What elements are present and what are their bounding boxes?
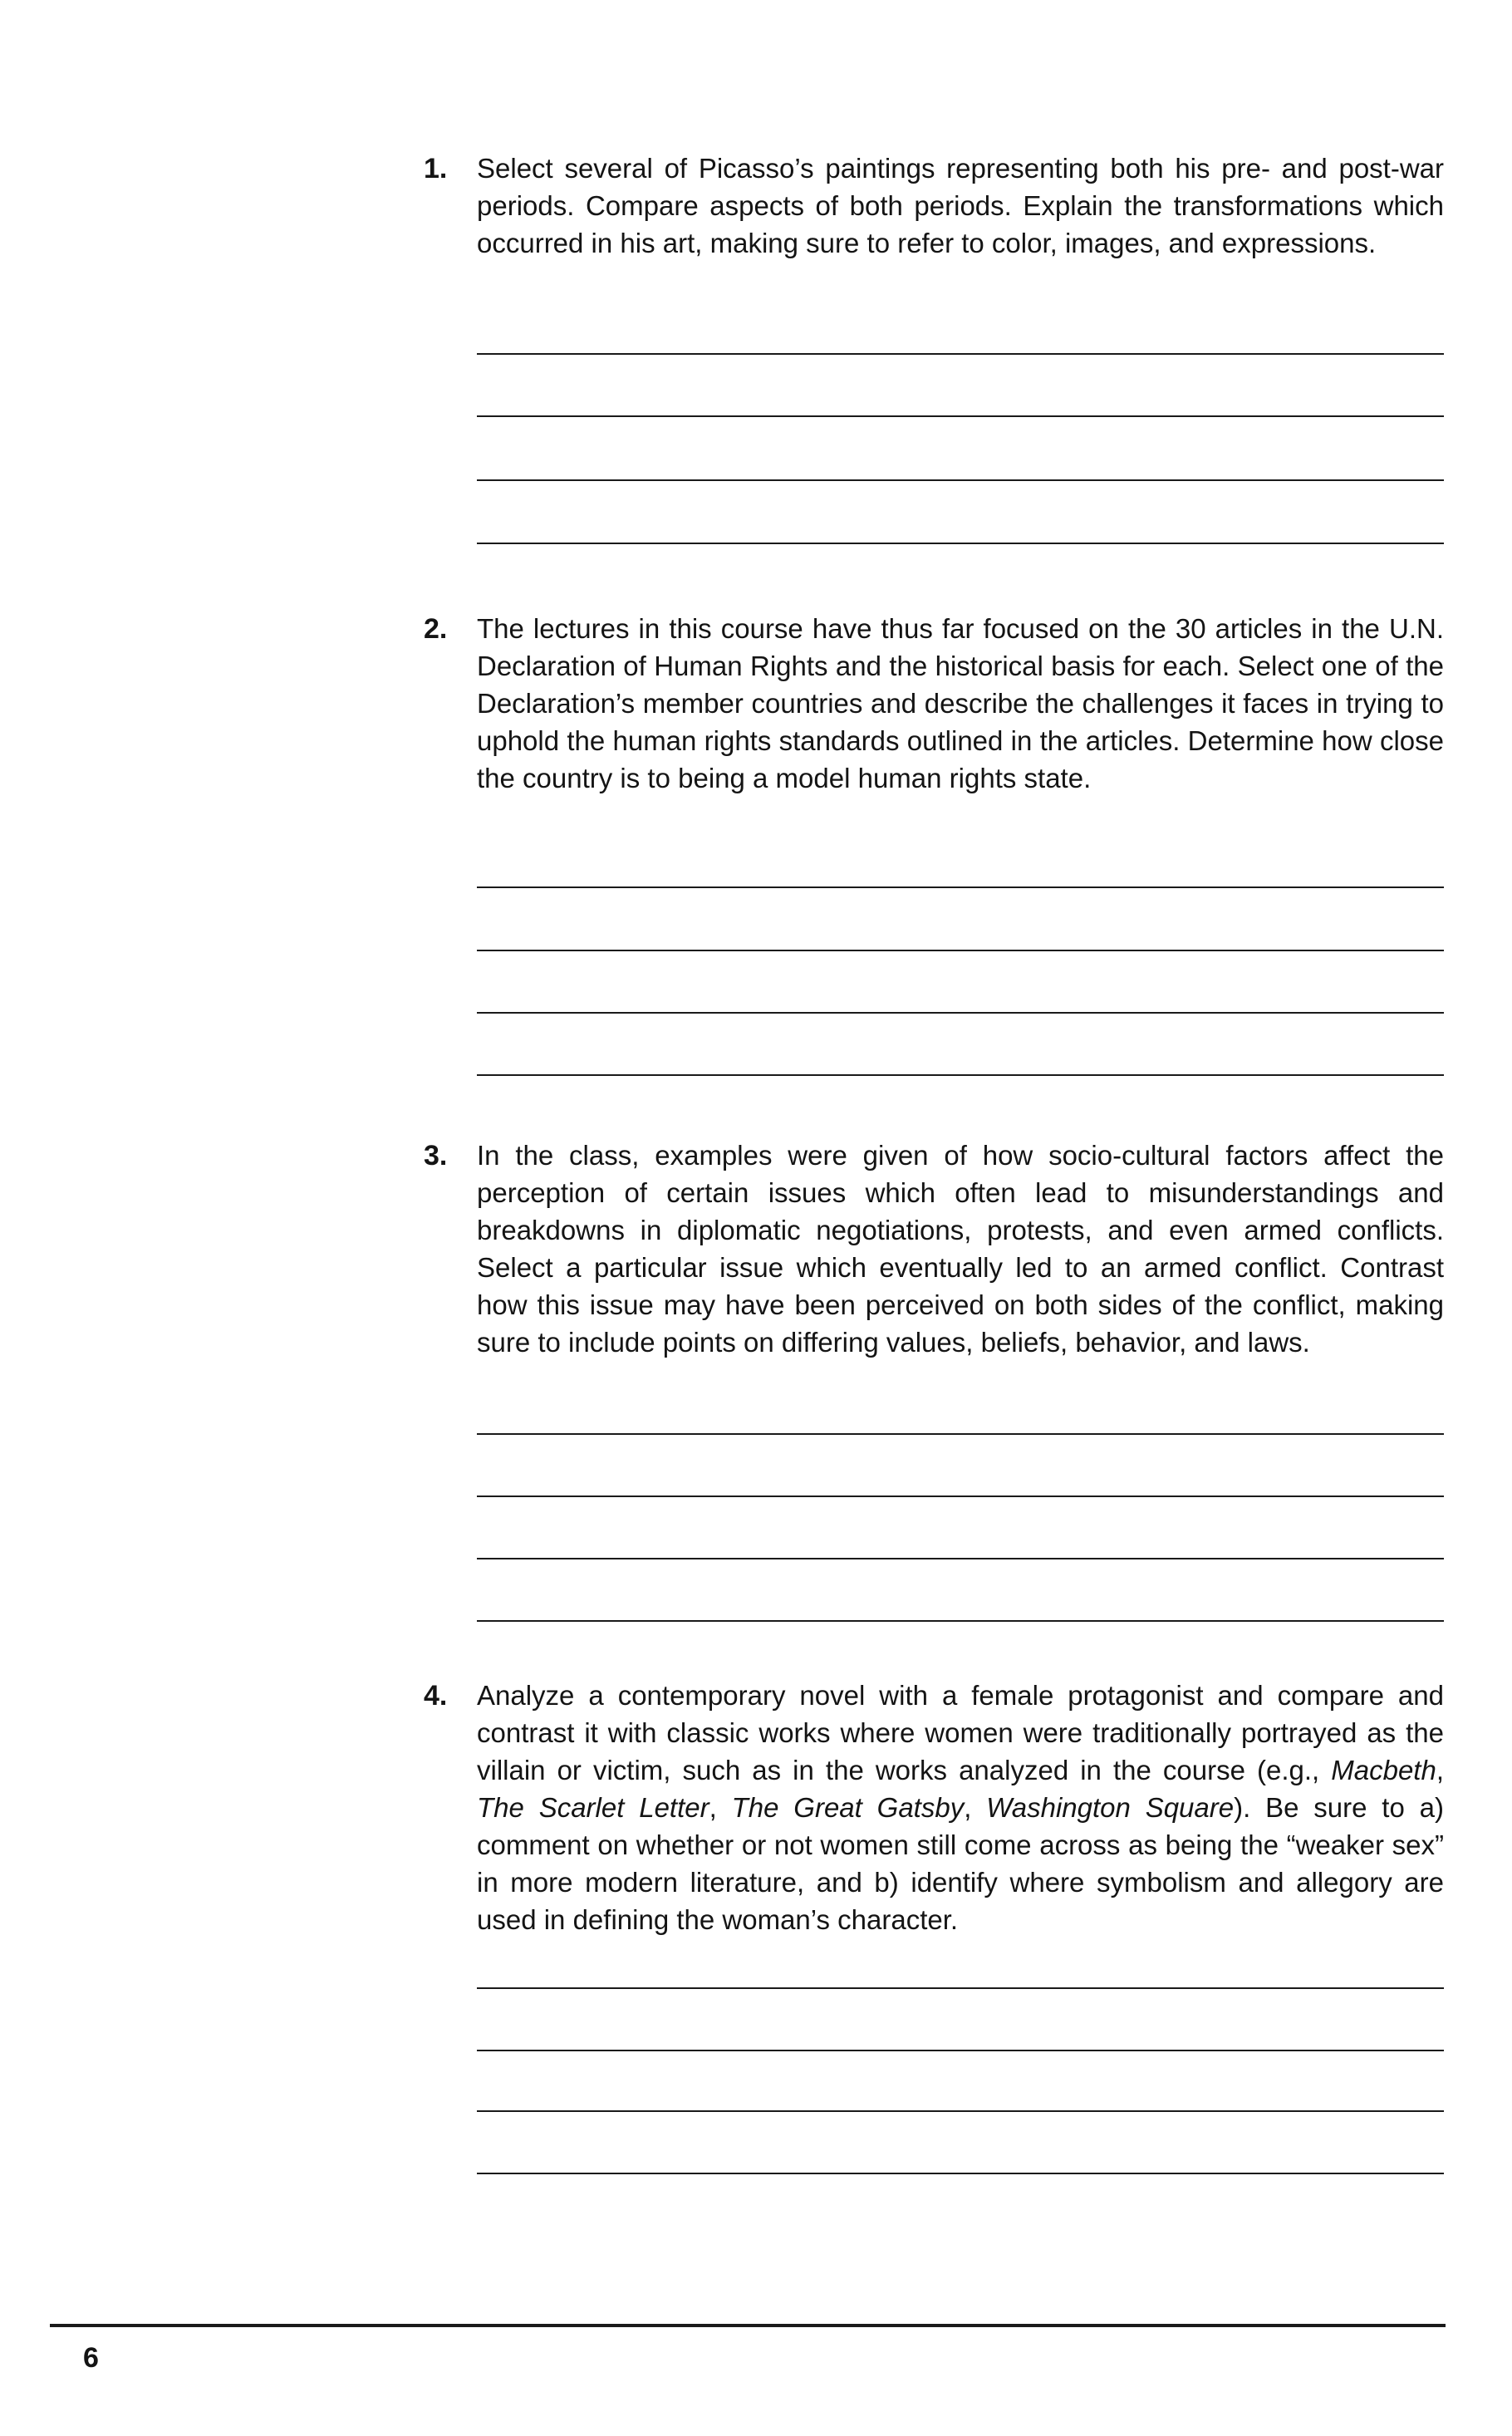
work-title-washington-square: Washington Square: [986, 1792, 1235, 1823]
footer-rule: [50, 2324, 1446, 2327]
question-prompt: The lectures in this course have thus far focused on the 30 articles in the U.N. Declaration of Human Rights and the historical basis for each. Select one of the Declaration’s member countries and describe the challenges it faces in trying to uphold the human rights standards outlined in the articles. Determine how close the country is to being a model human rights state.: [477, 613, 1444, 793]
answer-line[interactable]: [477, 1074, 1444, 1076]
answer-line[interactable]: [477, 2173, 1444, 2174]
answer-line[interactable]: [477, 950, 1444, 951]
question-prompt: Select several of Picasso’s paintings representing both his pre- and post-war periods. Compare aspects of both periods. Explain the transformations which occurred in his art, making sure to refer to color, images, and expressions.: [477, 153, 1444, 258]
answer-line[interactable]: [477, 2050, 1444, 2051]
answer-line[interactable]: [477, 1433, 1444, 1435]
page-number: 6: [83, 2342, 99, 2374]
question-number: 4.: [424, 1680, 448, 1712]
answer-line[interactable]: [477, 479, 1444, 481]
answer-line[interactable]: [477, 886, 1444, 888]
work-title-scarlet-letter: The Scarlet Letter: [477, 1792, 709, 1823]
work-title-great-gatsby: The Great Gatsby: [731, 1792, 965, 1823]
answer-line[interactable]: [477, 415, 1444, 417]
answer-line[interactable]: [477, 1620, 1444, 1622]
answer-line[interactable]: [477, 2110, 1444, 2112]
work-title-macbeth: Macbeth: [1331, 1755, 1436, 1785]
answer-line[interactable]: [477, 353, 1444, 355]
question-prompt: In the class, examples were given of how socio-cultural factors affect the perception of certain issues which often lead to misunderstandings and breakdowns in diplomatic negotiations, protests, and even armed conflicts. Select a particular issue which eventually led to an armed conflict. Contrast how this issue may have been perceived on both sides of the conflict, making sure to include points on differing values, beliefs, behavior, and laws.: [477, 1140, 1444, 1358]
answer-line[interactable]: [477, 1987, 1444, 1989]
question-prompt: Analyze a contemporary novel with a female protagonist and compare and contrast it with classic works where women were traditionally portrayed as the villain or victim, such as in the works analyzed in the course (e.g., Macbeth, The Scarlet Letter, The Great Gatsby, Washington Square). Be sure to a) comment on whether or not women still come across as being the “weaker sex” in more modern literature, and b) identify where symbolism and allegory are used in defining the woman’s character.: [477, 1680, 1444, 1935]
question-number: 1.: [424, 153, 448, 184]
answer-line[interactable]: [477, 1558, 1444, 1559]
answer-line[interactable]: [477, 1012, 1444, 1014]
question-number: 3.: [424, 1140, 448, 1171]
answer-line[interactable]: [477, 543, 1444, 544]
question-number: 2.: [424, 613, 448, 645]
answer-line[interactable]: [477, 1495, 1444, 1497]
